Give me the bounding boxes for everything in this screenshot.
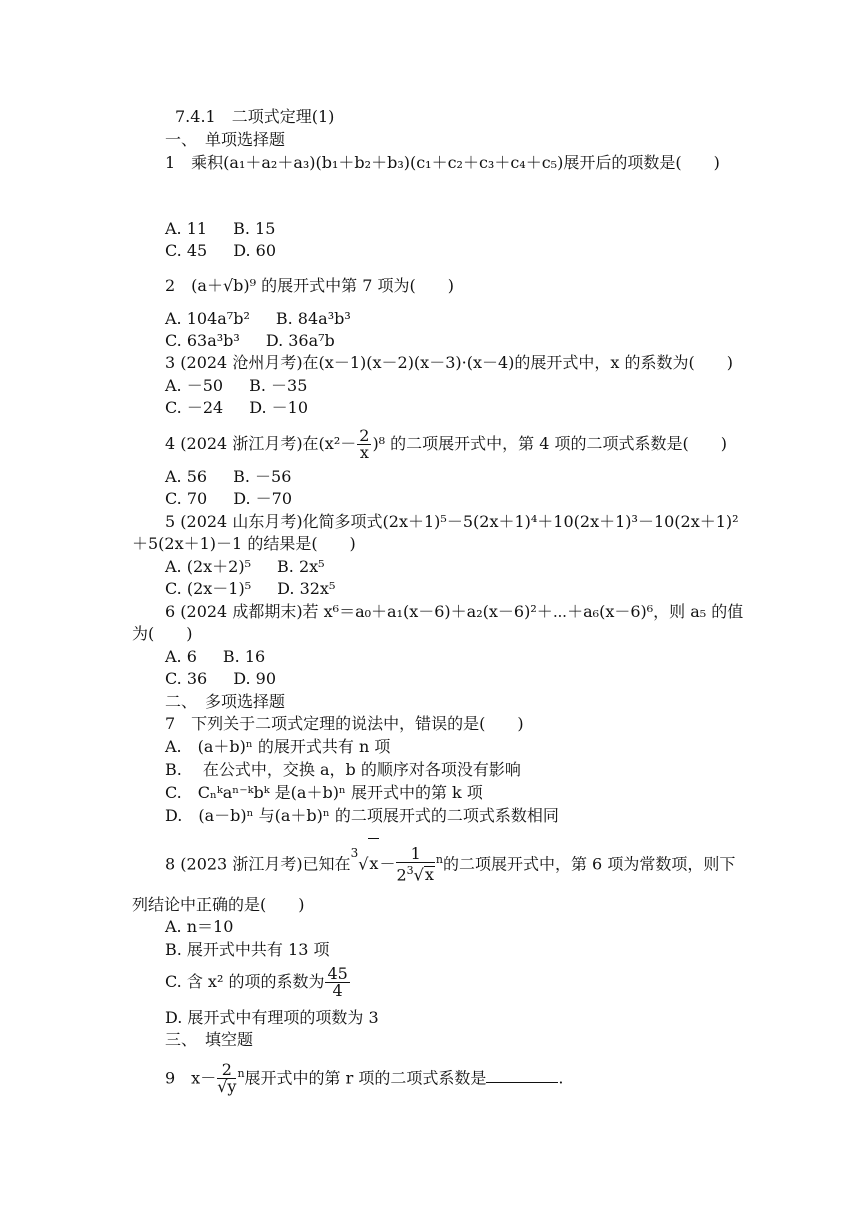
question-2-stem: 2 (a＋√b)⁹ 的展开式中第 7 项为( ) <box>165 276 454 295</box>
question-8-option-b: B. 展开式中共有 13 项 <box>165 940 330 959</box>
question-3-stem: 3 (2024 沧州月考)在(x－1)(x－2)(x－3)·(x－4)的展开式中，x 的系数为( ) <box>165 353 733 372</box>
option-d: D. －10 <box>249 398 309 417</box>
root-index: 3 <box>350 846 359 860</box>
fraction-1-over-2-cbrt-x: $\frac{1}{2^3√x}$ <box>396 844 434 885</box>
question-7-option-d: D. (a－b)ⁿ 与(a＋b)ⁿ 的二项展开式的二项式系数相同 <box>165 806 559 825</box>
question-8-option-c: C. 含 x² 的项的系数为 $\frac{45}{4}$ <box>165 964 348 1000</box>
question-1-options-row2 <box>165 240 276 262</box>
option-d: D. 32x⁵ <box>277 579 336 598</box>
option-b: B. 16 <box>222 647 266 666</box>
option-a: A. 6 <box>165 647 197 666</box>
question-2-options-row1 <box>165 308 351 330</box>
question-5-options-row2 <box>165 578 335 600</box>
question-2-options-row2 <box>165 330 335 352</box>
question-7-option-b: B. 在公式中，交换 a，b 的顺序对各项没有影响 <box>165 760 521 779</box>
option-c: C. 36 <box>165 669 208 688</box>
option-c: C. －24 <box>165 398 224 417</box>
question-8-stem-line2: 列结论中正确的是( ) <box>132 895 305 914</box>
option-a: A. 104a⁷b² <box>165 309 250 328</box>
question-5-stem-line2: ＋5(2x＋1)－1 的结果是( ) <box>132 534 356 553</box>
option-a: A. (2x＋2)⁵ <box>165 557 252 576</box>
option-d: D. －70 <box>233 489 292 508</box>
question-8-stem-line1: 8 (2023 浙江月考)已知在$^3$√x－ $\frac{1}{2^3√x}$ $^n$的二项展开式中，第 6 项为常数项，则下 <box>165 834 735 889</box>
fraction-2-over-sqrt-y: $\frac{2}{√y}$ <box>217 1060 237 1097</box>
option-b: B. 84a³b³ <box>275 309 351 328</box>
radical-sign: √ <box>358 854 369 874</box>
option-a: A. 11 <box>165 219 208 238</box>
question-5-options-row1 <box>165 556 325 578</box>
option-c: C. (2x－1)⁵ <box>165 579 252 598</box>
question-7-option-c: C. Cₙᵏaⁿ⁻ᵏbᵏ 是(a＋b)ⁿ 展开式中的第 k 项 <box>165 783 483 802</box>
option-b: B. 2x⁵ <box>277 557 325 576</box>
question-6-options-row1 <box>165 646 265 668</box>
question-5-stem-line1: 5 (2024 山东月考)化简多项式(2x＋1)⁵－5(2x＋1)⁴＋10(2x＋1)³－10(2x＋1)² <box>165 512 739 531</box>
question-7-stem: 7 下列关于二项式定理的说法中，错误的是( ) <box>165 714 524 733</box>
option-d: D. 60 <box>233 241 276 260</box>
option-a: A. 56 <box>165 467 208 486</box>
section-heading-multiple-choice: 二、 多项选择题 <box>165 692 286 711</box>
answer-blank[interactable] <box>486 1068 558 1083</box>
page-title: 7.4.1 二项式定理(1) <box>175 107 335 126</box>
question-1-options-row1 <box>165 218 275 240</box>
option-b: B. 15 <box>233 219 276 238</box>
question-6-stem-line1: 6 (2024 成都期末)若 x⁶＝a₀＋a₁(x－6)＋a₂(x－6)²＋⋯＋a₆(x－6)⁶，则 a₅ 的值 <box>165 602 744 621</box>
option-b: B. －56 <box>233 467 292 486</box>
section-heading-fill-in: 三、 填空题 <box>165 1030 254 1049</box>
question-3-options-row2 <box>165 397 308 419</box>
question-8-option-d: D. 展开式中有理项的项数为 3 <box>165 1008 379 1027</box>
question-7-option-a: A. (a＋b)ⁿ 的展开式共有 n 项 <box>165 737 391 756</box>
question-3-options-row1 <box>165 375 307 397</box>
fraction-2-over-x: $\frac{2}{x}$ <box>359 426 370 462</box>
question-1-stem: 1 乘积(a₁＋a₂＋a₃)(b₁＋b₂＋b₃)(c₁＋c₂＋c₃＋c₄＋c₅)展开后的项数是( ) <box>165 153 720 172</box>
option-b: B. －35 <box>249 376 308 395</box>
question-4-options-row1 <box>165 466 291 488</box>
fraction-45-over-4: $\frac{45}{4}$ <box>327 964 348 1000</box>
option-c: C. 63a³b³ <box>165 331 240 350</box>
question-8-option-a: A. n＝10 <box>165 917 234 936</box>
question-4-options-row2 <box>165 488 292 510</box>
question-4-stem: 4 (2024 浙江月考)在(x²－ $\frac{2}{x}$ )⁸ 的二项展开式中，第 4 项的二项式系数是( ) <box>165 426 728 462</box>
section-heading-single-choice: 一、 单项选择题 <box>165 130 286 149</box>
option-c: C. 45 <box>165 241 208 260</box>
question-6-options-row2 <box>165 668 276 690</box>
question-9-stem: 9 x－ $\frac{2}{√y}$ $^n$展开式中的第 r 项的二项式系数是 . <box>165 1060 564 1097</box>
option-a: A. －50 <box>165 376 224 395</box>
option-c: C. 70 <box>165 489 208 508</box>
option-d: D. 36a⁷b <box>265 331 335 350</box>
question-6-stem-line2: 为( ) <box>132 624 193 643</box>
option-d: D. 90 <box>233 669 276 688</box>
